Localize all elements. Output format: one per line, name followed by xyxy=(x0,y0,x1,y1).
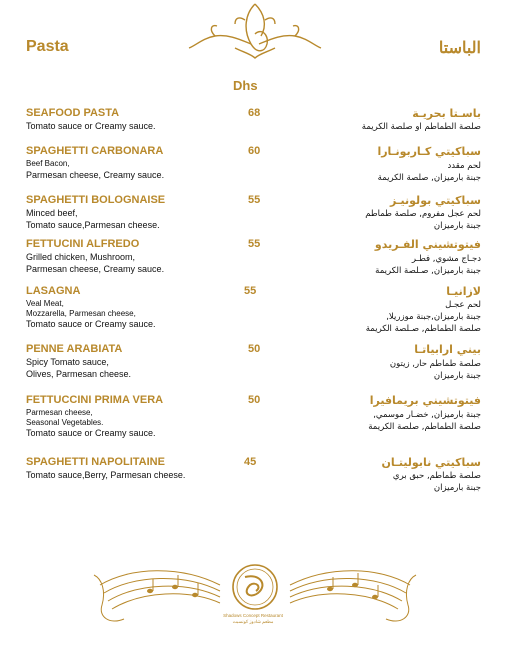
item-description-arabic: صلصة طماطم حار, زيتون xyxy=(389,359,481,369)
item-description-arabic: صلصة الطماطم, صلصة الكريمة xyxy=(368,422,481,432)
item-description-arabic: لحم عجـل xyxy=(445,300,481,310)
currency-label: Dhs xyxy=(233,78,258,93)
item-description: Tomato sauce or Creamy sauce. xyxy=(26,428,156,438)
item-name: SPAGHETTI BOLOGNAISE xyxy=(26,194,166,206)
item-description: Parmesan cheese, Creamy sauce. xyxy=(26,264,165,274)
item-description-arabic: صلصة طماطم, حبق بري xyxy=(392,471,481,481)
item-description-arabic: دجـاج مشوي, فطـر xyxy=(411,254,481,264)
item-name-arabic: بيني ارابياتـا xyxy=(414,343,481,356)
item-description-arabic: صلصة الطماطم او صلصة الكريمة xyxy=(361,122,481,132)
item-price: 50 xyxy=(248,394,261,406)
item-description-arabic: جبنة بارميزان xyxy=(433,483,481,493)
item-name-arabic: فيتوتشيني الفـريدو xyxy=(374,238,481,251)
item-price: 60 xyxy=(248,145,261,157)
logo-caption-ar: مطعم شادوز كونسبت xyxy=(232,619,274,624)
item-description: Parmesan cheese, xyxy=(26,408,93,417)
item-description: Beef Bacon, xyxy=(26,159,70,168)
item-description: Mozzarella, Parmesan cheese, xyxy=(26,309,136,318)
item-description-arabic: لحم عجل مفروم, صلصة طماطم xyxy=(365,209,481,219)
item-name: PENNE ARABIATA xyxy=(26,343,123,355)
item-name-arabic: فيتوتشيني بريمافيرا xyxy=(369,394,481,407)
item-description: Spicy Tomato sauce, xyxy=(26,357,109,367)
restaurant-logo-icon xyxy=(233,565,277,609)
item-name: LASAGNA xyxy=(26,285,81,297)
item-description-arabic: جبنة بارميزان xyxy=(433,371,481,381)
top-ornament-icon xyxy=(185,0,325,62)
item-price: 55 xyxy=(244,285,257,297)
item-description: Tomato sauce or Creamy sauce. xyxy=(26,121,156,131)
page-title-arabic: الباستا xyxy=(438,40,481,57)
logo-caption-en: Shadows Concept Restaurant xyxy=(223,613,283,618)
item-price: 55 xyxy=(248,194,261,206)
item-name-arabic: سباكيتي كـاربونـارا xyxy=(377,145,481,158)
item-description-arabic: جبنة بارميزان,جبنة موزريلا, xyxy=(386,312,481,322)
item-description: Tomato sauce,Parmesan cheese. xyxy=(26,220,160,230)
item-description-arabic: جبنة بارميزان, صـلصة الكريمة xyxy=(375,266,481,276)
item-price: 45 xyxy=(244,456,257,468)
item-description-arabic: جبنة بارميزان, خضـار موسمي, xyxy=(373,410,481,420)
item-description-arabic: جبنة بارميزان, صلصة الكريمة xyxy=(377,173,481,183)
item-description-arabic: صلصة الطماطم, صـلصة الكريمة xyxy=(365,324,481,334)
item-name-arabic: سباكيتي نابوليتـان xyxy=(381,456,481,469)
item-name: SPAGHETTI CARBONARA xyxy=(26,145,164,157)
logo-caption xyxy=(210,613,296,625)
item-name: SEAFOOD PASTA xyxy=(26,107,120,119)
item-description: Olives, Parmesan cheese. xyxy=(26,369,132,379)
item-description: Veal Meat, xyxy=(26,299,64,308)
item-name: SPAGHETTI NAPOLITAINE xyxy=(26,456,165,468)
item-description: Tomato sauce or Creamy sauce. xyxy=(26,319,156,329)
item-price: 55 xyxy=(248,238,261,250)
item-description-arabic: لحم مقدد xyxy=(447,161,481,171)
item-description: Grilled chicken, Mushroom, xyxy=(26,252,136,262)
item-price: 68 xyxy=(248,107,261,119)
item-description: Parmesan cheese, Creamy sauce. xyxy=(26,170,165,180)
item-name-arabic: لازانيـا xyxy=(446,285,481,298)
item-description: Minced beef, xyxy=(26,208,78,218)
item-name-arabic: سباكيتي بولونيـز xyxy=(389,194,481,207)
item-description: Seasonal Vegetables. xyxy=(26,418,104,427)
item-name-arabic: باسـتا بحريـة xyxy=(412,107,481,120)
item-price: 50 xyxy=(248,343,261,355)
item-name: FETTUCCINI PRIMA VERA xyxy=(26,394,164,406)
item-name: FETTUCINI ALFREDO xyxy=(26,238,140,250)
item-description: Tomato sauce,Berry, Parmesan cheese. xyxy=(26,470,186,480)
item-description-arabic: جبنة بارميزان xyxy=(433,221,481,231)
page-title: Pasta xyxy=(26,38,69,55)
